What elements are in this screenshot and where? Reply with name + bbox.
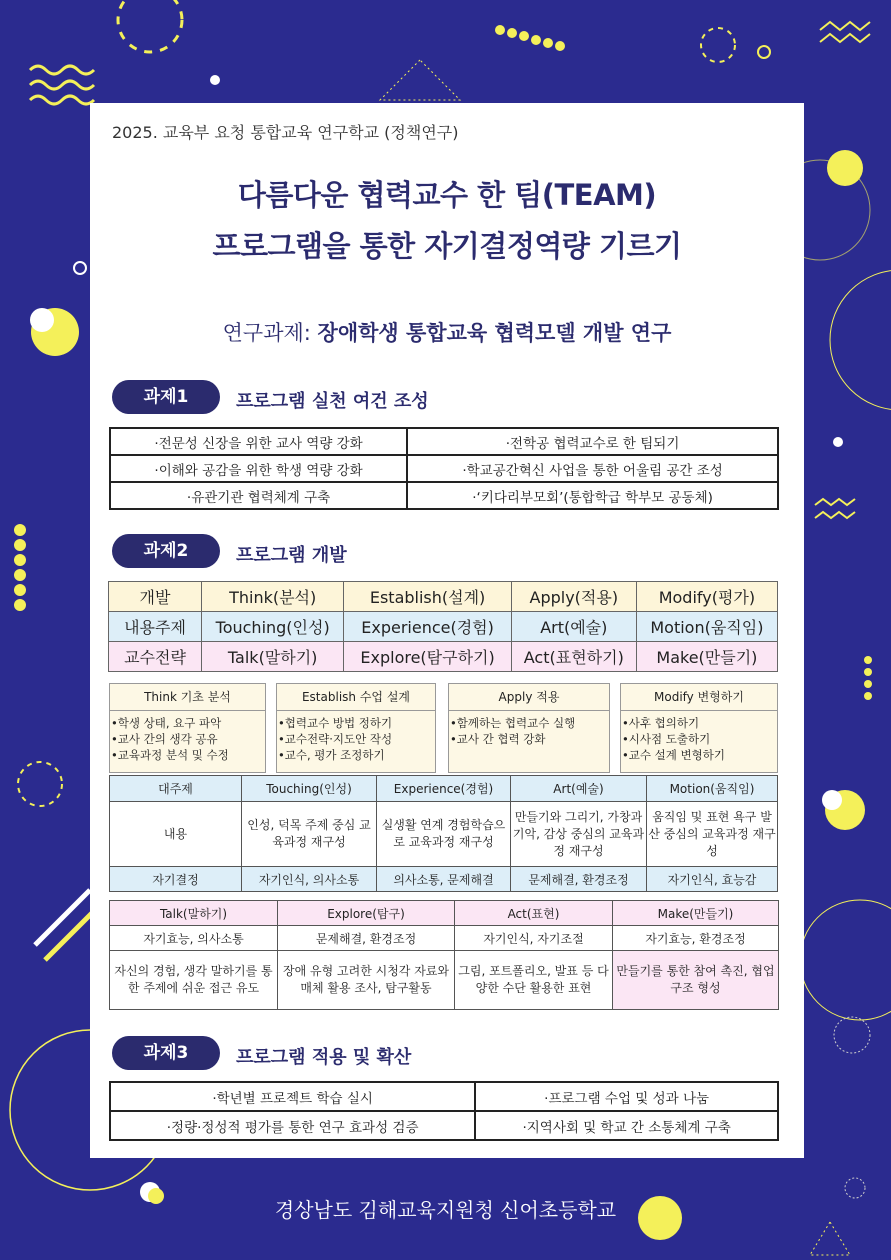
table-cell: 그림, 포트폴리오, 발표 등 다양한 수단 활용한 표현 [455,951,613,1010]
box-title: Modify 변형하기 [621,684,777,711]
table-cell: Touching(인성) [242,776,377,802]
table-cell: Think(분석) [202,582,344,612]
list-item: •협력교수 방법 정하기 [278,716,393,730]
table-cell: Apply(적용) [511,582,636,612]
table-cell: 만들기를 통한 참여 촉진, 협업 구조 형성 [613,951,779,1010]
table-cell: Make(만들기) [636,642,777,672]
task1-heading: 프로그램 실천 여건 조성 [236,391,429,412]
list-item: •교사 간 협력 강화 [450,732,546,746]
think-box [109,683,266,773]
task3-heading: 프로그램 적용 및 확산 [236,1047,412,1068]
table-cell: ·이해와 공감을 위한 학생 역량 강화 [110,455,407,482]
apply-box [448,683,610,773]
table-cell: Experience(경험) [344,612,511,642]
list-item: •함께하는 협력교수 실행 [450,716,576,730]
table-cell: 자기인식, 효능감 [647,867,778,892]
table-cell: 자기인식, 자기조절 [455,926,613,951]
table-cell: 내용주제 [109,612,202,642]
main-title-line2: 프로그램을 통한 자기결정역량 기르기 [212,229,682,263]
task3-pill: 과제3 [112,1036,220,1070]
table-row [110,867,778,892]
table-cell: ·‘키다리부모회’(통합학급 학부모 공동체) [407,482,778,509]
table-row [110,926,779,951]
table-row [110,776,778,802]
table-cell: 자신의 경험, 생각 말하기를 통한 주제에 쉬운 접근 유도 [110,951,278,1010]
table-cell: 자기효능, 환경조정 [613,926,779,951]
table-cell: Touching(인성) [202,612,344,642]
table-row [109,582,778,612]
table-row [110,901,779,926]
establish-box [276,683,436,773]
table-cell: 의사소통, 문제해결 [377,867,511,892]
table-row [110,455,778,482]
table-cell: 자기인식, 의사소통 [242,867,377,892]
subtitle-text: 장애학생 통합교육 협력모델 개발 연구 [317,321,672,345]
table-cell: 실생활 연계 경험학습으로 교육과정 재구성 [377,802,511,867]
table-row [110,482,778,509]
content-topic-table [109,775,778,892]
table-cell: 대주제 [110,776,242,802]
table-cell: Explore(탐구하기) [344,642,511,672]
table-cell: 만들기와 그리기, 가창과 기악, 감상 중심의 교육과정 재구성 [511,802,647,867]
box-title: Establish 수업 설계 [277,684,435,711]
table-cell: 문제해결, 환경조정 [278,926,455,951]
list-item: •시사점 도출하기 [622,732,711,746]
table-cell: Art(예술) [511,612,636,642]
table-cell: 개발 [109,582,202,612]
program-development-table [108,581,778,672]
poster-card [90,103,804,1158]
task1-table [109,427,779,510]
list-item: •교수전략·지도안 작성 [278,732,393,746]
list-item: •학생 상태, 요구 파악 [111,716,222,730]
table-cell: Talk(말하기) [202,642,344,672]
table-cell: 인성, 덕목 주제 중심 교육과정 재구성 [242,802,377,867]
task2-pill: 과제2 [112,534,220,568]
school-footer: 경상남도 김해교육지원청 신어초등학교 [274,1198,617,1222]
table-cell: 자기결정 [110,867,242,892]
main-title-line1: 다름다운 협력교수 한 팀(TEAM) [237,178,657,212]
modify-box [620,683,778,773]
table-cell: 자기효능, 의사소통 [110,926,278,951]
table-cell: ·정량·정성적 평가를 통한 연구 효과성 검증 [110,1111,475,1140]
table-row [109,612,778,642]
task3-table [109,1081,779,1141]
table-row [110,802,778,867]
table-cell: ·학교공간혁신 사업을 통한 어울림 공간 조성 [407,455,778,482]
table-cell: ·학년별 프로젝트 학습 실시 [110,1082,475,1111]
table-cell: 움직임 및 표현 욕구 발산 중심의 교육과정 재구성 [647,802,778,867]
list-item: •교수 설계 변형하기 [622,748,725,762]
table-cell: ·지역사회 및 학교 간 소통체계 구축 [475,1111,778,1140]
table-cell: Experience(경험) [377,776,511,802]
table-cell: 문제해결, 환경조정 [511,867,647,892]
table-cell: Make(만들기) [613,901,779,926]
table-row [110,951,779,1010]
table-row [109,642,778,672]
table-cell: Motion(움직임) [636,612,777,642]
table-cell: ·전문성 신장을 위한 교사 역량 강화 [110,428,407,455]
table-cell: Talk(말하기) [110,901,278,926]
task1-pill: 과제1 [112,380,220,414]
table-cell: Explore(탐구) [278,901,455,926]
table-row [110,1111,778,1140]
list-item: •교육과정 분석 및 수정 [111,748,229,762]
table-cell: Act(표현) [455,901,613,926]
box-title: Apply 적용 [449,684,609,711]
table-row [110,428,778,455]
task2-heading: 프로그램 개발 [236,545,347,566]
research-subtitle [90,317,804,347]
subtitle-label: 연구과제: [222,321,311,345]
school-designation: 2025. 교육부 요청 통합교육 연구학교 (정책연구) [112,123,459,142]
list-item: •교사 간의 생각 공유 [111,732,218,746]
table-cell: ·유관기관 협력체계 구축 [110,482,407,509]
box-title: Think 기초 분석 [110,684,265,711]
list-item: •교수, 평가 조정하기 [278,748,385,762]
teaching-strategy-table [109,900,779,1010]
table-cell: ·전학공 협력교수로 한 팀되기 [407,428,778,455]
table-cell: 내용 [110,802,242,867]
table-cell: 교수전략 [109,642,202,672]
table-cell: Establish(설계) [344,582,511,612]
table-cell: Modify(평가) [636,582,777,612]
table-cell: 장애 유형 고려한 시청각 자료와 매체 활용 조사, 탐구활동 [278,951,455,1010]
table-cell: Art(예술) [511,776,647,802]
table-cell: Motion(움직임) [647,776,778,802]
table-cell: ·프로그램 수업 및 성과 나눔 [475,1082,778,1111]
table-cell: Act(표현하기) [511,642,636,672]
list-item: •사후 협의하기 [622,716,700,730]
table-row [110,1082,778,1111]
